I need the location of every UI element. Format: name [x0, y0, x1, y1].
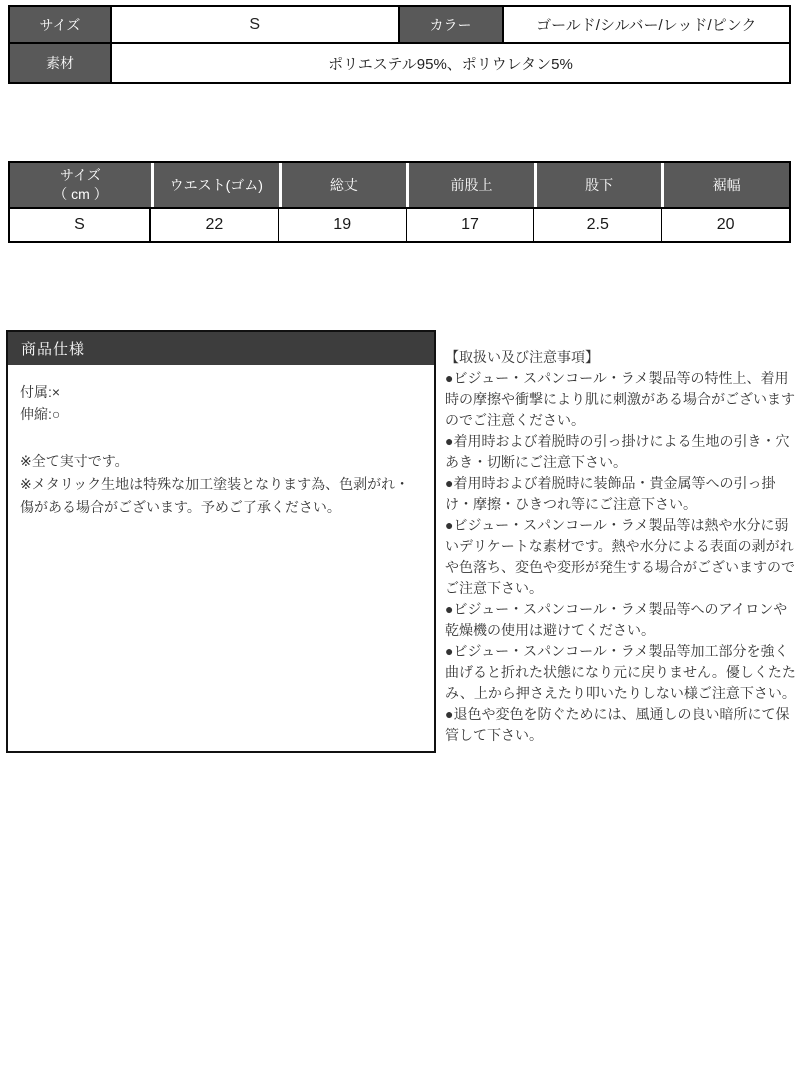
note-metallic-fabric: ※メタリック生地は特殊な加工塗装となります為、色剥がれ・傷がある場合がございます。予めご了承ください。 [20, 476, 410, 515]
handling-notes-title: 【取扱い及び注意事項】 [445, 349, 599, 365]
color-value-cell: ゴールド/シルバー/レッド/ピンク [536, 17, 757, 34]
product-spec-box [6, 330, 436, 753]
measurement-header-inseam: 股下 [537, 163, 662, 207]
measurement-value-front-rise: 17 [407, 209, 535, 241]
measurement-table [8, 161, 791, 243]
measurement-header-waist: ウエスト(ゴム) [154, 163, 279, 207]
attachment-line: 付属:× [20, 384, 61, 400]
size-value-cell: S [112, 7, 400, 42]
handling-item: ●着用時および着脱時に装飾品・貴金属等への引っ掛け・摩擦・ひきつれ等にご注意下さい。 [445, 475, 776, 512]
product-spec-notes [20, 450, 422, 519]
spec-table-row-material [10, 44, 789, 82]
measurement-value-waist: 22 [151, 209, 279, 241]
handling-item: ●着用時および着脱時の引っ掛けによる生地の引き・穴あき・切断にご注意下さい。 [445, 433, 790, 470]
measurement-value-size: S [10, 209, 151, 241]
product-spec-body [8, 365, 434, 519]
handling-item: ●ビジュー・スパンコール・ラメ製品等加工部分を強く曲げると折れた状態になり元に戻りません。優しくたたみ、上から押さえたり叩いたりしない様ご注意下さい。 [445, 643, 796, 701]
measurement-header-size-line2: （ cm ） [53, 186, 108, 202]
material-header-cell: 素材 [10, 44, 112, 82]
measurement-value-inseam: 2.5 [534, 209, 662, 241]
spec-table-row-size-color [10, 7, 789, 44]
measurement-header-front-rise: 前股上 [409, 163, 534, 207]
measurement-value-total-length: 19 [279, 209, 407, 241]
note-actual-size: ※全て実寸です。 [20, 453, 129, 469]
measurement-header-total-length: 総丈 [282, 163, 407, 207]
measurement-header-row [10, 163, 789, 209]
measurement-header-hem-width: 裾幅 [664, 163, 789, 207]
spec-table [8, 5, 791, 84]
size-header-cell: サイズ [10, 7, 112, 42]
material-value-cell: ポリエステル95%、ポリウレタン5% [328, 55, 573, 73]
measurement-value-hem-width: 20 [716, 216, 735, 233]
handling-notes [445, 347, 797, 746]
measurement-header-size-line1: サイズ [60, 167, 101, 183]
handling-item: ●ビジュー・スパンコール・ラメ製品等へのアイロンや乾燥機の使用は避けてください。 [445, 601, 788, 638]
handling-item: ●ビジュー・スパンコール・ラメ製品等は熱や水分に弱いデリケートな素材です。熱や水分による表面の剥がれや色落ち、変色や変形が発生する場合がございますのでご注意下さい。 [445, 517, 795, 596]
handling-item: ●退色や変色を防ぐためには、風通しの良い暗所にて保管して下さい。 [445, 706, 790, 743]
handling-item: ●ビジュー・スパンコール・ラメ製品等の特性上、着用時の摩擦や衝撃により肌に刺激がある場合がございますのでご注意ください。 [445, 370, 795, 428]
product-spec-title-bar: 商品仕様 [8, 332, 434, 365]
stretch-line: 伸縮:○ [20, 406, 61, 422]
color-header-cell: カラー [400, 7, 504, 42]
measurement-value-row [10, 209, 789, 241]
measurement-header-size-cm [10, 163, 151, 207]
